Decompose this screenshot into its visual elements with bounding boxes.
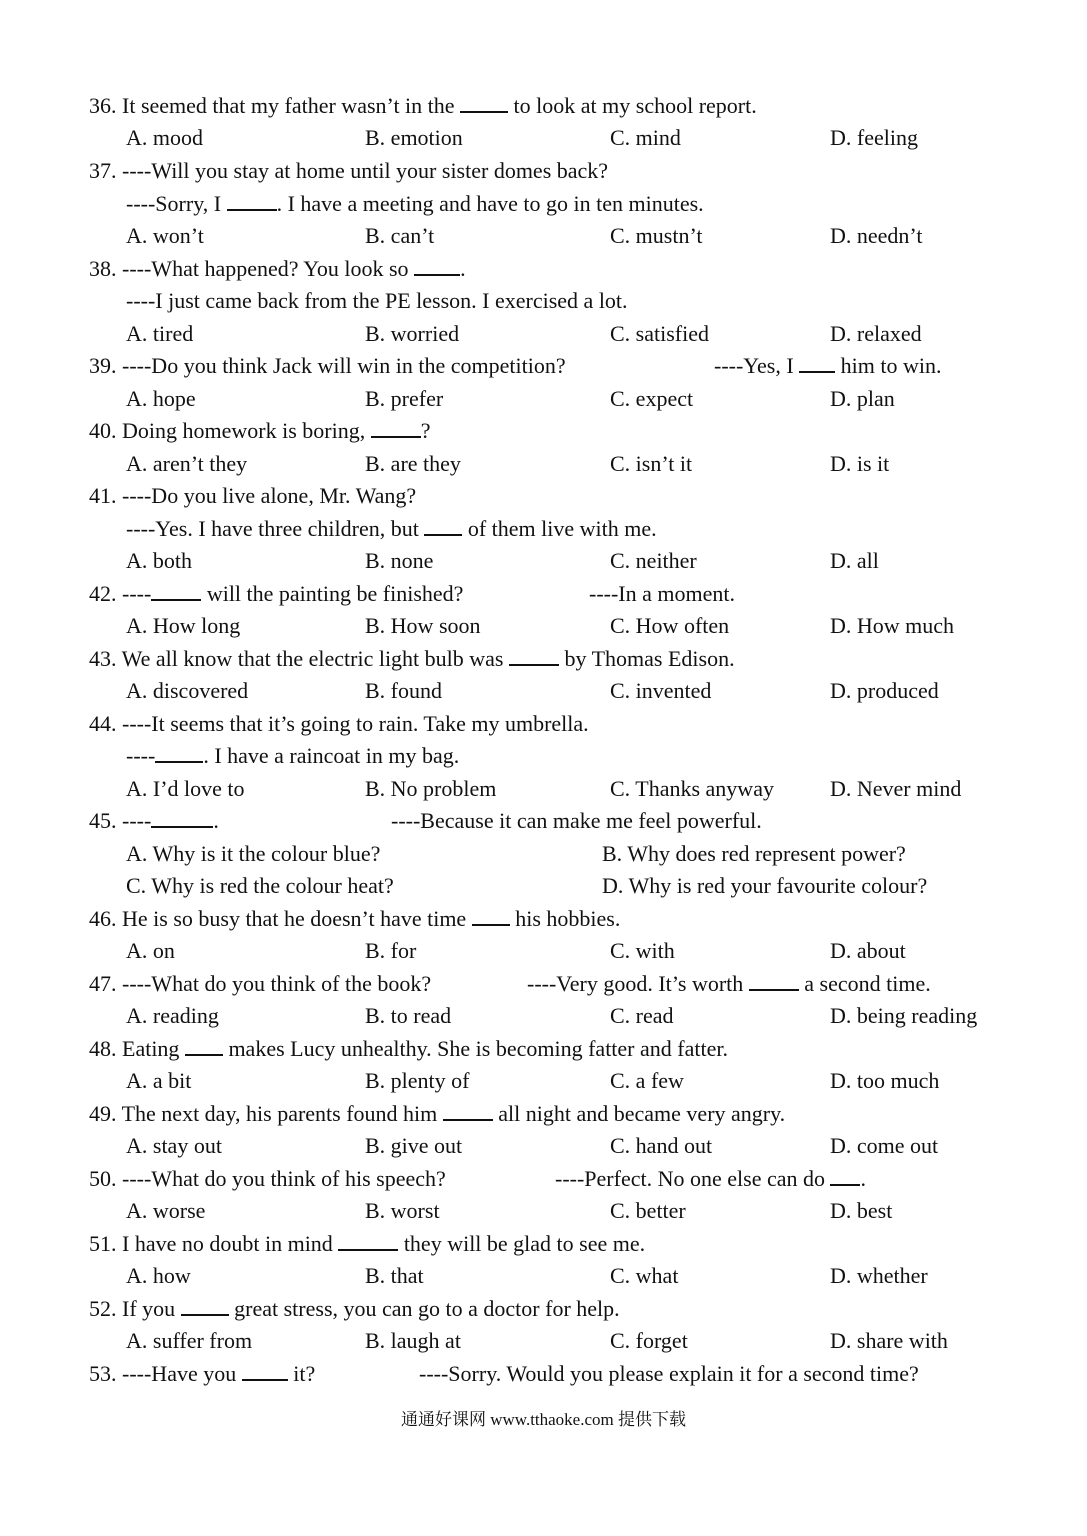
option-d: D. about bbox=[830, 938, 906, 963]
option-b: B. Why does red represent power? bbox=[602, 841, 906, 866]
option-a: A. on bbox=[126, 938, 175, 963]
option-a: A. reading bbox=[126, 1003, 219, 1028]
option-b: B. to read bbox=[365, 1003, 452, 1028]
option-c: C. neither bbox=[610, 548, 697, 573]
text-run: great stress, you can go to a doctor for help. bbox=[228, 1296, 620, 1321]
option-c: C. with bbox=[610, 938, 675, 963]
text-run: . bbox=[460, 256, 466, 281]
text-run: 45. ---- bbox=[89, 808, 152, 833]
option-b: B. laugh at bbox=[365, 1328, 461, 1353]
text-run: a second time. bbox=[798, 971, 931, 996]
option-d: D. too much bbox=[830, 1068, 940, 1093]
text-run: 43. We all know that the electric light bulb was bbox=[89, 646, 509, 671]
answer-blank bbox=[460, 93, 508, 113]
option-c: C. Thanks anyway bbox=[610, 776, 774, 801]
option-b: B. are they bbox=[365, 451, 461, 476]
answer-dialogue bbox=[419, 1360, 919, 1388]
answer-blank bbox=[424, 516, 462, 536]
option-d: D. Why is red your favourite colour? bbox=[602, 873, 928, 898]
option-d: D. come out bbox=[830, 1133, 939, 1158]
answer-blank bbox=[151, 808, 213, 828]
option-c: C. isn’t it bbox=[610, 451, 693, 476]
answer-blank bbox=[242, 1361, 288, 1381]
option-d: D. whether bbox=[830, 1263, 928, 1288]
answer-dialogue bbox=[714, 352, 942, 380]
option-d: D. is it bbox=[830, 451, 890, 476]
line-text bbox=[126, 515, 657, 543]
option-d: D. being reading bbox=[830, 1003, 978, 1028]
option-c: C. invented bbox=[610, 678, 712, 703]
text-run: 50. ----What do you think of his speech? bbox=[89, 1166, 446, 1191]
option-b: B. worst bbox=[365, 1198, 440, 1223]
text-run: ---- bbox=[126, 743, 156, 768]
line-text bbox=[126, 287, 628, 315]
option-a: A. I’d love to bbox=[126, 776, 245, 801]
text-run: . bbox=[213, 808, 219, 833]
answer-dialogue bbox=[527, 970, 931, 998]
text-run: his hobbies. bbox=[509, 906, 621, 931]
option-b: B. none bbox=[365, 548, 434, 573]
text-run: 52. If you bbox=[89, 1296, 181, 1321]
option-c: C. expect bbox=[610, 386, 694, 411]
option-b: B. worried bbox=[365, 321, 460, 346]
text-run: 36. It seemed that my father wasn’t in the bbox=[89, 93, 461, 118]
option-b: B. found bbox=[365, 678, 442, 703]
text-run: 39. ----Do you think Jack will win in the competition? bbox=[89, 353, 566, 378]
option-c: C. mustn’t bbox=[610, 223, 703, 248]
option-b: B. How soon bbox=[365, 613, 481, 638]
text-run: they will be glad to see me. bbox=[398, 1231, 646, 1256]
answer-blank bbox=[371, 418, 421, 438]
text-run: . I have a meeting and have to go in ten minutes. bbox=[276, 191, 704, 216]
text-run: by Thomas Edison. bbox=[559, 646, 735, 671]
text-run: 49. The next day, his parents found him bbox=[89, 1101, 443, 1126]
answer-blank bbox=[799, 353, 835, 373]
answer-blank bbox=[185, 1036, 223, 1056]
option-a: A. tired bbox=[126, 321, 194, 346]
answer-blank bbox=[181, 1296, 229, 1316]
text-run: 40. Doing homework is boring, bbox=[89, 418, 371, 443]
answer-blank bbox=[509, 646, 559, 666]
option-c: C. How often bbox=[610, 613, 730, 638]
text-run: of them live with me. bbox=[462, 516, 657, 541]
line-text bbox=[89, 1230, 645, 1258]
option-d: D. feeling bbox=[830, 125, 918, 150]
answer-blank bbox=[472, 906, 510, 926]
answer-blank bbox=[151, 581, 201, 601]
line-text bbox=[89, 157, 608, 185]
line-text bbox=[89, 1100, 785, 1128]
option-c: C. mind bbox=[610, 125, 681, 150]
text-run: 42. ---- bbox=[89, 581, 152, 606]
text-run: it? bbox=[287, 1361, 316, 1386]
option-a: A. hope bbox=[126, 386, 196, 411]
option-c: C. read bbox=[610, 1003, 674, 1028]
option-c: C. a few bbox=[610, 1068, 684, 1093]
line-text bbox=[89, 1360, 315, 1388]
option-a: A. how bbox=[126, 1263, 191, 1288]
option-a: A. stay out bbox=[126, 1133, 222, 1158]
answer-blank bbox=[155, 743, 203, 763]
option-a: A. aren’t they bbox=[126, 451, 248, 476]
option-d: D. share with bbox=[830, 1328, 948, 1353]
option-c: C. forget bbox=[610, 1328, 688, 1353]
answer-dialogue bbox=[589, 580, 735, 608]
option-d: D. How much bbox=[830, 613, 955, 638]
option-d: D. needn’t bbox=[830, 223, 923, 248]
answer-blank bbox=[338, 1231, 398, 1251]
option-c: C. hand out bbox=[610, 1133, 713, 1158]
answer-dialogue bbox=[391, 807, 762, 835]
option-a: A. both bbox=[126, 548, 192, 573]
option-a: A. mood bbox=[126, 125, 203, 150]
option-b: B. plenty of bbox=[365, 1068, 470, 1093]
text-run: 51. I have no doubt in mind bbox=[89, 1231, 339, 1256]
text-run: ----Yes. I have three children, but bbox=[126, 516, 425, 541]
option-d: D. Never mind bbox=[830, 776, 962, 801]
line-text bbox=[126, 742, 459, 770]
option-d: D. plan bbox=[830, 386, 895, 411]
option-c: C. Why is red the colour heat? bbox=[126, 873, 394, 898]
line-text bbox=[89, 580, 463, 608]
option-c: C. satisfied bbox=[610, 321, 709, 346]
text-run: ----Sorry. Would you please explain it for a second time? bbox=[419, 1361, 919, 1386]
answer-blank bbox=[749, 971, 799, 991]
text-run: ----In a moment. bbox=[589, 581, 735, 606]
text-run: 44. ----It seems that it’s going to rain. Take my umbrella. bbox=[89, 711, 589, 736]
answer-blank bbox=[227, 191, 277, 211]
text-run: 41. ----Do you live alone, Mr. Wang? bbox=[89, 483, 417, 508]
line-text bbox=[89, 482, 416, 510]
text-run: 38. ----What happened? You look so bbox=[89, 256, 415, 281]
line-text bbox=[89, 1295, 620, 1323]
option-b: B. give out bbox=[365, 1133, 463, 1158]
option-a: A. won’t bbox=[126, 223, 204, 248]
line-text bbox=[89, 1165, 446, 1193]
line-text bbox=[89, 645, 735, 673]
text-run: . I have a raincoat in my bag. bbox=[203, 743, 460, 768]
line-text bbox=[89, 905, 620, 933]
text-run: all night and became very angry. bbox=[492, 1101, 786, 1126]
page-footer: 通通好课网 www.tthaoke.com 提供下载 bbox=[400, 1410, 687, 1429]
text-run: him to win. bbox=[835, 353, 942, 378]
option-a: A. worse bbox=[126, 1198, 206, 1223]
option-d: D. all bbox=[830, 548, 879, 573]
text-run: ----Very good. It’s worth bbox=[527, 971, 749, 996]
answer-blank bbox=[443, 1101, 493, 1121]
option-b: B. that bbox=[365, 1263, 424, 1288]
line-text bbox=[89, 417, 430, 445]
line-text bbox=[89, 92, 757, 120]
text-run: ----Perfect. No one else can do bbox=[555, 1166, 831, 1191]
text-run: ----Sorry, I bbox=[126, 191, 227, 216]
line-text bbox=[89, 807, 219, 835]
line-text bbox=[89, 710, 589, 738]
option-d: D. produced bbox=[830, 678, 939, 703]
text-run: makes Lucy unhealthy. She is becoming fatter and fatter. bbox=[222, 1036, 728, 1061]
answer-blank bbox=[830, 1166, 860, 1186]
text-run: will the painting be finished? bbox=[201, 581, 464, 606]
option-c: C. better bbox=[610, 1198, 686, 1223]
text-run: 37. ----Will you stay at home until your sister domes back? bbox=[89, 158, 609, 183]
option-d: D. relaxed bbox=[830, 321, 922, 346]
text-run: . bbox=[860, 1166, 866, 1191]
text-run: ----Because it can make me feel powerful. bbox=[391, 808, 762, 833]
text-run: 46. He is so busy that he doesn’t have time bbox=[89, 906, 472, 931]
text-run: to look at my school report. bbox=[508, 93, 757, 118]
option-a: A. discovered bbox=[126, 678, 249, 703]
line-text bbox=[89, 352, 566, 380]
option-b: B. for bbox=[365, 938, 417, 963]
line-text bbox=[89, 970, 431, 998]
text-run: 47. ----What do you think of the book? bbox=[89, 971, 432, 996]
line-text bbox=[89, 1035, 728, 1063]
option-a: A. suffer from bbox=[126, 1328, 253, 1353]
option-a: A. How long bbox=[126, 613, 241, 638]
answer-blank bbox=[414, 256, 460, 276]
option-c: C. what bbox=[610, 1263, 679, 1288]
line-text bbox=[89, 255, 466, 283]
option-a: A. a bit bbox=[126, 1068, 192, 1093]
option-b: B. prefer bbox=[365, 386, 444, 411]
option-d: D. best bbox=[830, 1198, 893, 1223]
text-run: ? bbox=[420, 418, 431, 443]
text-run: 53. ----Have you bbox=[89, 1361, 242, 1386]
text-run: ----I just came back from the PE lesson. I exercised a lot. bbox=[126, 288, 628, 313]
option-b: B. can’t bbox=[365, 223, 435, 248]
line-text bbox=[126, 190, 704, 218]
text-run: ----Yes, I bbox=[714, 353, 800, 378]
option-b: B. emotion bbox=[365, 125, 463, 150]
option-a: A. Why is it the colour blue? bbox=[126, 841, 381, 866]
text-run: 48. Eating bbox=[89, 1036, 185, 1061]
answer-dialogue bbox=[555, 1165, 866, 1193]
option-b: B. No problem bbox=[365, 776, 497, 801]
